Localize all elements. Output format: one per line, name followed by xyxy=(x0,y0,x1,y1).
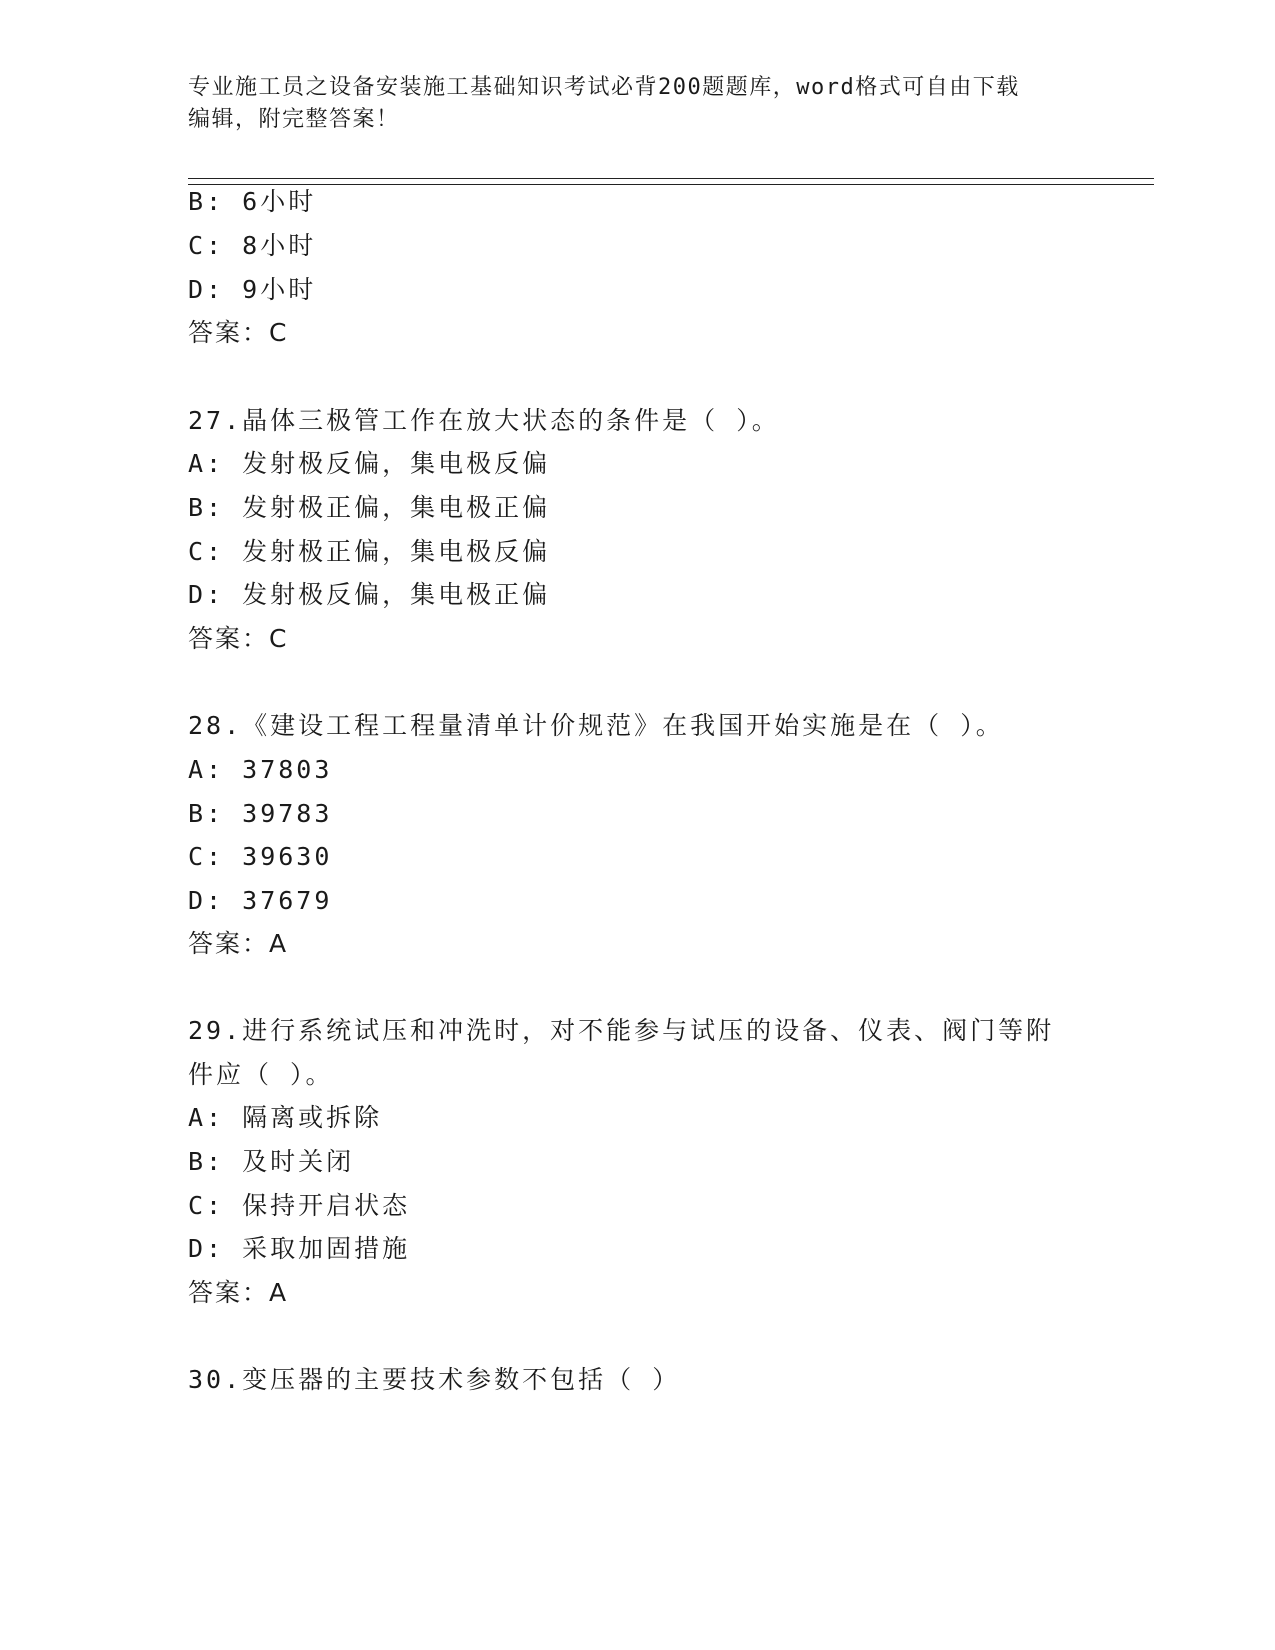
q29-answer: 答案：A xyxy=(188,1278,289,1307)
q27-option-d: D: 发射极反偏，集电极正偏 xyxy=(188,580,551,609)
q28-question: 28.《建设工程工程量清单计价规范》在我国开始实施是在（ ）。 xyxy=(188,711,1004,740)
q29-question-line-2: 件应（ ）。 xyxy=(188,1060,334,1089)
header-line-1: 专业施工员之设备安装施工基础知识考试必背200题题库，word格式可自由下载 xyxy=(188,75,1020,100)
q27-option-c: C: 发射极正偏，集电极反偏 xyxy=(188,537,551,566)
header-divider xyxy=(188,178,1154,185)
q27-question: 27.晶体三极管工作在放大状态的条件是（ ）。 xyxy=(188,406,780,435)
header-line-2: 编辑，附完整答案！ xyxy=(188,107,400,132)
q28-option-d: D: 37679 xyxy=(188,886,333,915)
q30-question: 30.变压器的主要技术参数不包括（ ） xyxy=(188,1365,681,1394)
q28-option-b: B: 39783 xyxy=(188,799,333,828)
page-header xyxy=(188,72,1068,136)
q26-answer: 答案：C xyxy=(188,318,289,347)
q28-option-a: A: 37803 xyxy=(188,755,333,784)
q29-option-a: A: 隔离或拆除 xyxy=(188,1103,383,1132)
q27-answer: 答案：C xyxy=(188,624,289,653)
q26-option-b: B: 6小时 xyxy=(188,187,317,216)
q26-option-d: D: 9小时 xyxy=(188,275,317,304)
q27-option-a: A: 发射极反偏，集电极反偏 xyxy=(188,449,551,478)
q29-option-c: C: 保持开启状态 xyxy=(188,1191,411,1220)
q28-answer: 答案：A xyxy=(188,929,289,958)
q29-option-b: B: 及时关闭 xyxy=(188,1147,355,1176)
q26-option-c: C: 8小时 xyxy=(188,231,317,260)
q28-option-c: C: 39630 xyxy=(188,842,333,871)
q29-question-line-1: 29.进行系统试压和冲洗时，对不能参与试压的设备、仪表、阀门等附 xyxy=(188,1016,1055,1045)
q29-option-d: D: 采取加固措施 xyxy=(188,1234,411,1263)
q27-option-b: B: 发射极正偏，集电极正偏 xyxy=(188,493,551,522)
